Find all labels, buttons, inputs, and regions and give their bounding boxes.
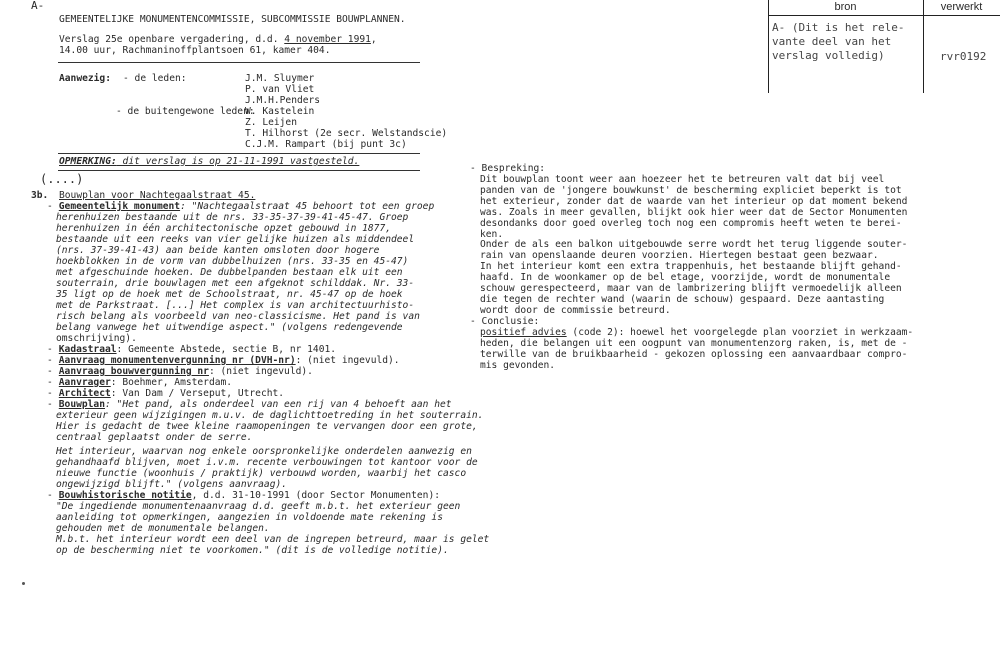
bullet-dash: - <box>47 490 53 501</box>
field-value: : Van Dam / Verseput, Utrecht. <box>110 388 285 399</box>
item-line: (nrs. 37-39-41-43) aan beide kanten omsloten door hogere <box>56 245 380 256</box>
item-title: Bouwplan voor Nachtegaalstraat 45. <box>59 190 256 201</box>
field-value: : (niet ingevuld). <box>295 355 400 366</box>
item-line: ongewijzigd blijft." (volgens aanvraag). <box>56 479 288 490</box>
meeting-line-2: 14.00 uur, Rachmaninoffplantsoen 61, kamer 404. <box>59 45 331 56</box>
conclusion-first-rest: (code 2): hoewel het voorgelegde plan voorziet in werkzaam- <box>566 327 914 338</box>
item-line: herenhuizen in één architectonische opzet gebouwd in 1877, <box>56 223 392 234</box>
item-line: gehandhaafd blijven, moet i.v.m. recente verbouwingen tot kantoor voor de <box>56 457 478 468</box>
source-text-line: verslag volledig) <box>772 49 885 62</box>
field-label: Aanvraag monumentenvergunning nr (DVH-nr) <box>58 355 296 366</box>
extra-member-name: T. Hilhorst (2e secr. Welstandscie) <box>245 128 448 139</box>
source-text-line: vante deel van het <box>772 35 892 48</box>
document-title: GEMEENTELIJKE MONUMENTENCOMMISSIE, SUBCOMMISSIE BOUWPLANNEN. <box>59 14 406 25</box>
item-line <box>47 201 434 212</box>
discussion-line: die tegen de rechter wand (waarin de schouw) gespaard. Deze aantasting <box>480 293 885 305</box>
discussion-line: In het interieur komt een extra trappenhuis, het bestaande blijft gehand- <box>480 261 902 273</box>
discussion-line: schouw gerespecteerd, maar van de lambrizering blijft vermoedelijk alleen <box>480 283 902 294</box>
member-name: J.M.H.Penders <box>245 95 321 106</box>
source-header: bron <box>834 1 857 13</box>
conclusion-first-line <box>480 327 913 338</box>
discussion-line: rain van openslaande deuren voorzien. Hiertegen bestaat geen bezwaar. <box>480 250 879 262</box>
field-label: Architect <box>58 388 111 399</box>
discussion-line: ken. <box>480 228 504 240</box>
meeting-line-1 <box>59 34 377 45</box>
meeting-prefix: Verslag 25e openbare vergadering, d.d. <box>59 34 285 45</box>
item-line <box>47 399 452 410</box>
item-line: Hier is gedacht de twee kleine raamopeningen te vervangen door een grote, <box>56 421 478 432</box>
item-number: 3b. <box>31 190 49 201</box>
item-line: souterrain, drie bouwlagen met een afgeknot schilddak. Nr. 33- <box>56 278 415 289</box>
item-line <box>47 377 232 388</box>
meeting-suffix: , <box>370 34 377 45</box>
item-line: met de Parkstraat. [...] Het complex is van architectuurhisto- <box>56 300 415 311</box>
source-text-line: A- (Dit is het rele- <box>772 21 905 34</box>
members-label: - de leden: <box>123 73 187 84</box>
processed-code: rvr0192 <box>940 50 987 63</box>
header-divider <box>58 62 420 63</box>
field-value: : Gemeente Abstede, sectie B, nr 1401. <box>116 344 337 355</box>
item-line: bestaande uit een reeks van vier gelijke huizen als middendeel <box>56 234 415 245</box>
extra-member-name: Z. Leijen <box>245 117 297 128</box>
field-label: Bouwplan <box>58 399 105 410</box>
item-line: "De ingediende monumentenaanvraag d.d. geeft m.b.t. het exterieur geen <box>56 501 461 512</box>
scan-speck <box>22 582 25 585</box>
bullet-dash: - <box>47 344 53 355</box>
processed-col <box>923 0 1000 93</box>
item-line <box>47 388 284 399</box>
discussion-line: Onder de als een balkon uitgebouwde serre wordt het terug liggende souter- <box>480 239 908 251</box>
item-line: risch belang als voorbeeld van neo-classicisme. Het pand is van <box>56 311 420 322</box>
item-line: M.b.t. het interieur wordt een deel van de ingrepen betreurd, maar is gelet <box>56 534 490 545</box>
discussion-line: wordt door de commissie betreurd. <box>480 304 671 316</box>
member-name: P. van Vliet <box>245 84 315 95</box>
item-line: aanleiding tot opmerkingen, aangezien in voldoende mate rekening is <box>56 512 443 523</box>
field-label: Aanvrager <box>58 377 111 388</box>
discussion-line: was. Zoals in meer gevallen, blijkt ook hier weer dat de Sector Monumenten <box>480 206 908 218</box>
item-line: herenhuizen bestaande uit de nrs. 33-35-37-39-41-45-47. Groep <box>56 212 409 223</box>
meeting-date: 4 november 1991 <box>284 34 371 45</box>
conclusion-line: terwille van de bruikbaarheid - gekozen oplossing een aanvaardbaar compro- <box>480 349 908 360</box>
item-line: exterieur geen wijzigingen m.u.v. de daglichttoetreding in het souterrain. <box>56 410 484 421</box>
field-value: : "Het pand, als onderdeel van een rij van 4 behoeft aan het <box>105 399 452 410</box>
corner-mark: A- <box>31 0 45 12</box>
item-line: hoekblokken in de vorm van dubbelhuizen (nrs. 33-35 en 45-47) <box>56 256 409 267</box>
bullet-dash: - <box>47 366 53 377</box>
discussion-label: - Bespreking: <box>470 163 546 174</box>
bullet-dash: - <box>47 377 53 388</box>
omission-mark: (....) <box>40 172 84 186</box>
advice-label: positief advies <box>480 327 567 338</box>
remark-label: OPMERKING: <box>59 156 117 167</box>
item-line: belang vanwege het uitwendige aspect." (volgens redengevende <box>56 322 403 333</box>
bullet-dash: - <box>47 201 53 212</box>
processed-header: verwerkt <box>940 1 983 13</box>
discussion-line: het exterieur, zonder dat de waarde van het interieur op dat moment bekend <box>480 195 908 207</box>
discussion-line: desondanks door goed overleg toch nog een compromis heeft weten te berei- <box>480 217 902 229</box>
item-line: Het interieur, waarvan nog enkele oorspronkelijke onderdelen aanwezig en <box>56 446 472 457</box>
item-line: op de bescherming niet te voorkomen." (dit is de volledige notitie). <box>56 545 449 556</box>
item-line: omschrijving). <box>56 333 137 344</box>
discussion-line: Dit bouwplan toont weer aan hoezeer het te betreuren valt dat bij veel <box>480 174 885 185</box>
remark <box>59 156 359 167</box>
field-value: , d.d. 31-10-1991 (door Sector Monumenten): <box>191 490 441 501</box>
discussion-line: panden van de 'jongere bouwkunst' de bescherming expliciet beperkt is tot <box>480 184 902 196</box>
field-value: : Boehmer, Amsterdam. <box>110 377 233 388</box>
remark-divider-bottom <box>58 170 420 171</box>
discussion-line: haafd. In de woonkamer op de bel etage, voorzijde, wordt de monumentale <box>480 272 891 284</box>
extra-members-label: - de buitengewone leden: <box>116 106 255 117</box>
item-line: gehouden met de monumentale belangen. <box>56 523 270 534</box>
field-value: : "Nachtegaalstraat 45 behoort tot een groep <box>180 201 435 212</box>
remark-text: dit verslag is op 21-11-1991 vastgesteld. <box>116 156 360 167</box>
member-name: J.M. Sluymer <box>245 73 315 84</box>
extra-member-name: W. Kastelein <box>245 106 315 117</box>
remark-divider-top <box>58 153 420 154</box>
item-line: centraal geplaatst onder de serre. <box>56 432 253 443</box>
extra-member-name: C.J.M. Rampart (bij punt 3c) <box>245 139 407 150</box>
item-line <box>47 355 400 366</box>
field-label: Kadastraal <box>58 344 117 355</box>
item-line <box>47 344 336 355</box>
field-label: Bouwhistorische notitie <box>58 490 192 501</box>
item-line: met afgeschuinde hoeken. De dubbelpanden bestaan elk uit een <box>56 267 403 278</box>
field-label: Gemeentelijk monument <box>58 201 181 212</box>
item-line <box>47 490 440 501</box>
item-line <box>47 366 313 377</box>
source-header-divider <box>768 15 1000 16</box>
source-box <box>768 0 1000 93</box>
bullet-dash: - <box>47 388 53 399</box>
conclusion-line: mis gevonden. <box>480 360 556 371</box>
field-label: Aanvraag bouwvergunning nr <box>58 366 209 377</box>
bullet-dash: - <box>47 399 53 410</box>
conclusion-label: - Conclusie: <box>470 316 540 327</box>
conclusion-line: heden, die belangen uit een oogpunt van monumentenzorg raken, is, met de - <box>480 338 908 349</box>
item-line: nieuwe functie (woonhuis / praktijk) verbouwd worden, waarbij het casco <box>56 468 467 479</box>
item-line: 35 ligt op de hoek met de Schoolstraat, nr. 45-47 op de hoek <box>56 289 403 300</box>
bullet-dash: - <box>47 355 53 366</box>
field-value: : (niet ingevuld). <box>208 366 313 377</box>
attendance-label: Aanwezig: <box>59 73 111 84</box>
